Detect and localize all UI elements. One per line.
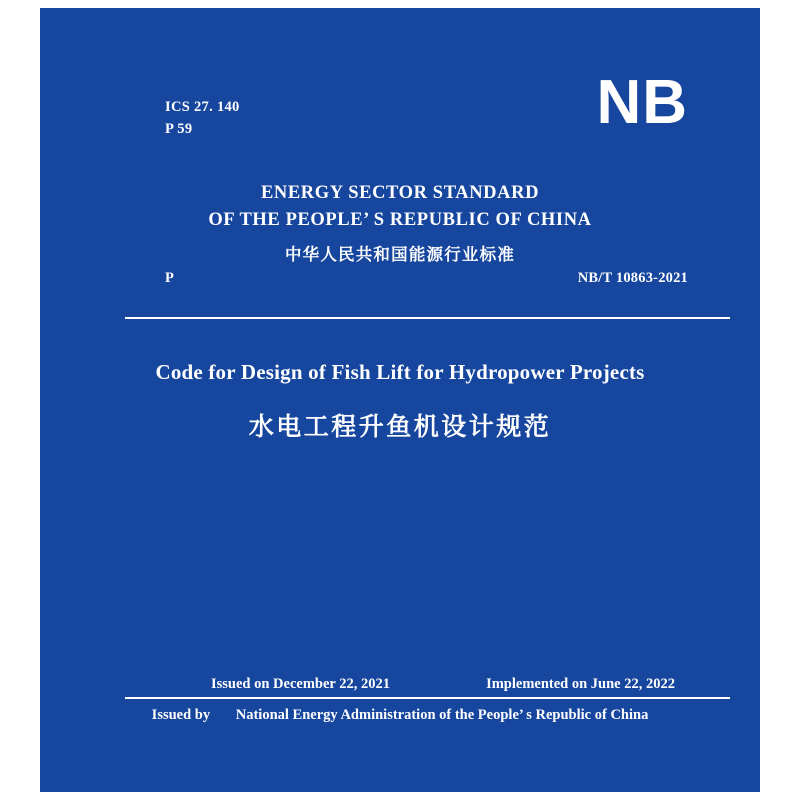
standard-number: NB/T 10863-2021 bbox=[577, 270, 688, 286]
document-title-block bbox=[40, 360, 760, 443]
dates-row bbox=[165, 676, 675, 696]
issuer-row bbox=[40, 707, 760, 724]
designation-row bbox=[165, 270, 688, 292]
classification-block bbox=[165, 96, 240, 141]
issuer-organization: National Energy Administration of the People’ s Republic of China bbox=[235, 707, 649, 723]
category-number: P 59 bbox=[165, 121, 193, 138]
page-title-cn: 水电工程升鱼机设计规范 bbox=[248, 412, 552, 441]
issue-date: Issued on December 22, 2021 bbox=[211, 676, 390, 692]
page-title: Code for Design of Fish Lift for Hydropower Projects bbox=[155, 360, 645, 384]
ics-number: ICS 27. 140 bbox=[165, 99, 240, 115]
nb-logo: NB bbox=[596, 68, 688, 137]
issuer-label: Issued by bbox=[151, 707, 211, 723]
standard-cover bbox=[40, 8, 760, 792]
category-letter: P bbox=[165, 270, 174, 286]
implementation-date: Implemented on June 22, 2022 bbox=[486, 676, 675, 692]
standard-title-en-line2: OF THE PEOPLE’ S REPUBLIC OF CHINA bbox=[208, 209, 592, 230]
standard-title-cn: 中华人民共和国能源行业标准 bbox=[284, 244, 516, 264]
standard-title-en-line1: ENERGY SECTOR STANDARD bbox=[260, 183, 540, 203]
divider-top bbox=[125, 317, 730, 319]
divider-bottom bbox=[125, 697, 730, 699]
cover-header bbox=[40, 68, 760, 160]
standard-title-block bbox=[40, 180, 760, 265]
